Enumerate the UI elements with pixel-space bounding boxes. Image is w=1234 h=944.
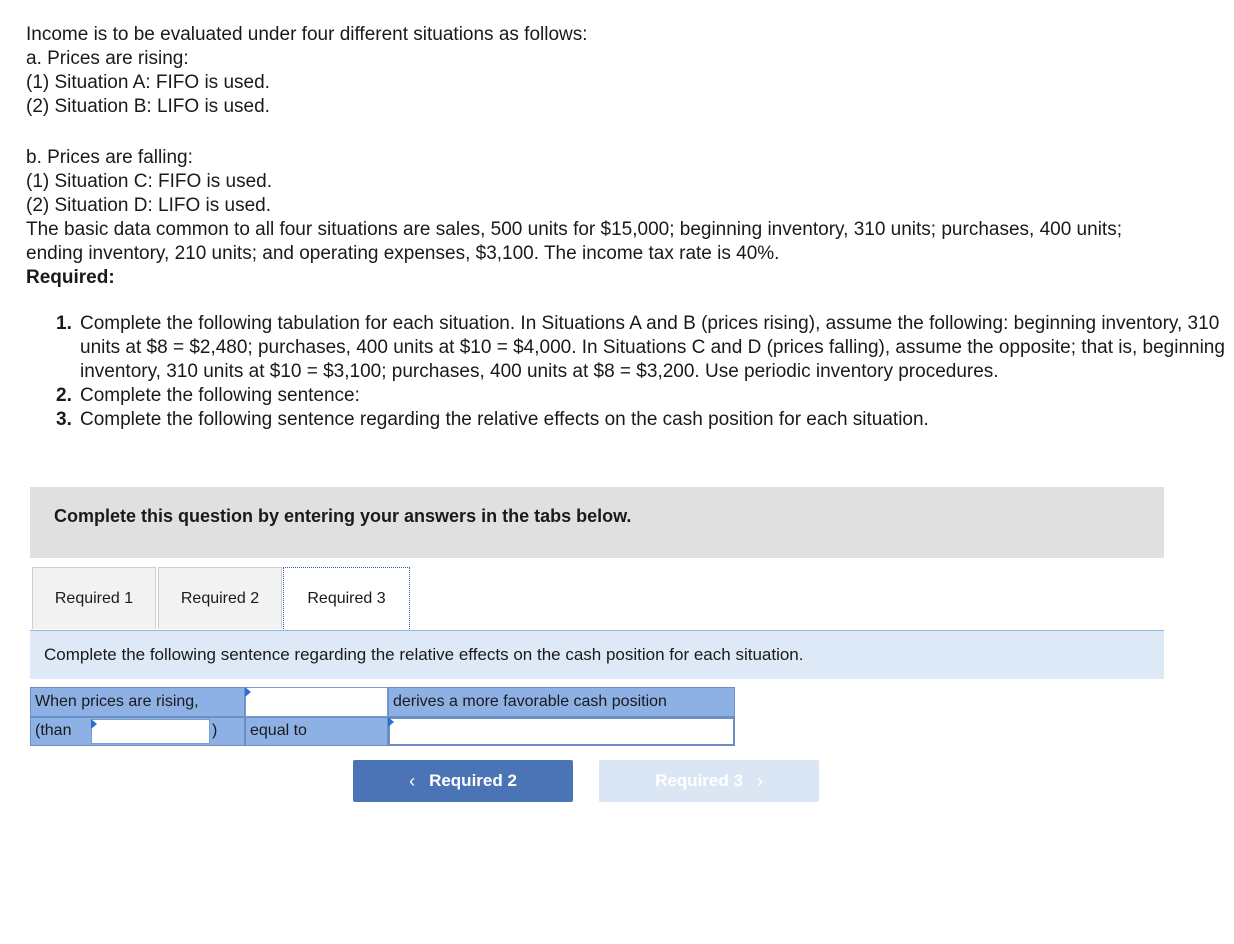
requirements-list xyxy=(56,312,1232,432)
banner-text: Complete this question by entering your answers in the tabs below. xyxy=(54,506,632,526)
requirement-text: Complete the following sentence regarding the relative effects on the cash position for each situation. xyxy=(80,409,929,430)
intro-line: (2) Situation D: LIFO is used. xyxy=(26,195,271,216)
requirement-number: 3. xyxy=(56,409,72,430)
requirement-item xyxy=(56,384,1232,408)
prev-button-label: Required 2 xyxy=(429,771,517,790)
intro-line: (1) Situation C: FIFO is used. xyxy=(26,171,273,192)
requirement-item xyxy=(56,408,1232,432)
method-input-1[interactable] xyxy=(245,687,388,717)
input-marker-icon xyxy=(245,687,251,697)
tab-required-2[interactable]: Required 2 xyxy=(158,567,282,629)
than-label: (than xyxy=(35,722,72,739)
instruction-panel xyxy=(30,631,1164,679)
close-paren: ) xyxy=(212,722,218,739)
method-input-3[interactable] xyxy=(388,717,735,746)
requirement-number: 1. xyxy=(56,313,72,334)
required-heading: Required: xyxy=(26,267,115,288)
requirement-item xyxy=(56,312,1232,384)
intro-line: Income is to be evaluated under four different situations as follows: xyxy=(26,24,588,45)
next-tab-button[interactable] xyxy=(599,760,819,802)
next-button-label: Required 3 xyxy=(655,771,743,790)
intro-line: (1) Situation A: FIFO is used. xyxy=(26,72,270,93)
tab-required-1[interactable]: Required 1 xyxy=(32,567,156,629)
intro-line: b. Prices are falling: xyxy=(26,147,193,168)
requirement-number: 2. xyxy=(56,385,72,406)
sentence-part-derives: derives a more favorable cash position xyxy=(388,687,735,717)
instructions-banner xyxy=(30,487,1164,558)
sentence-part-rising: When prices are rising, xyxy=(30,687,245,717)
intro-line: a. Prices are rising: xyxy=(26,48,189,69)
tab-bar xyxy=(30,567,1164,631)
input-marker-icon xyxy=(388,717,394,727)
instruction-text: Complete the following sentence regarding the relative effects on the cash position for each situation. xyxy=(44,645,804,664)
prev-tab-button[interactable] xyxy=(353,760,573,802)
intro-line: The basic data common to all four situations are sales, 500 units for $15,000; beginning inventory, 310 units; purchases, 400 units; xyxy=(26,219,1122,240)
sentence-part-equal: equal to xyxy=(245,717,388,746)
intro-spacer xyxy=(26,119,1234,146)
method-input-2[interactable] xyxy=(91,719,210,744)
requirement-text: Complete the following tabulation for each situation. In Situations A and B (prices rising), assume the following: beginning inventory, 310 units at $8 = $2,480; purchases, 400 units at $10 = $4,000. In Situations C and D (prices falling), assume the opposite; that is, beginning inventory, 310 units at $10 = $3,100; purchases, 400 units at $8 = $3,200. Use periodic inventory procedures. xyxy=(80,313,1225,382)
requirement-text: Complete the following sentence: xyxy=(80,385,360,406)
chevron-right-icon: › xyxy=(756,770,763,791)
intro-line: (2) Situation B: LIFO is used. xyxy=(26,96,270,117)
input-marker-icon xyxy=(91,719,97,729)
chevron-left-icon: ‹ xyxy=(409,770,416,791)
problem-intro xyxy=(26,23,1234,290)
tab-required-3[interactable]: Required 3 xyxy=(283,567,410,631)
intro-line: ending inventory, 210 units; and operating expenses, $3,100. The income tax rate is 40%. xyxy=(26,243,780,264)
